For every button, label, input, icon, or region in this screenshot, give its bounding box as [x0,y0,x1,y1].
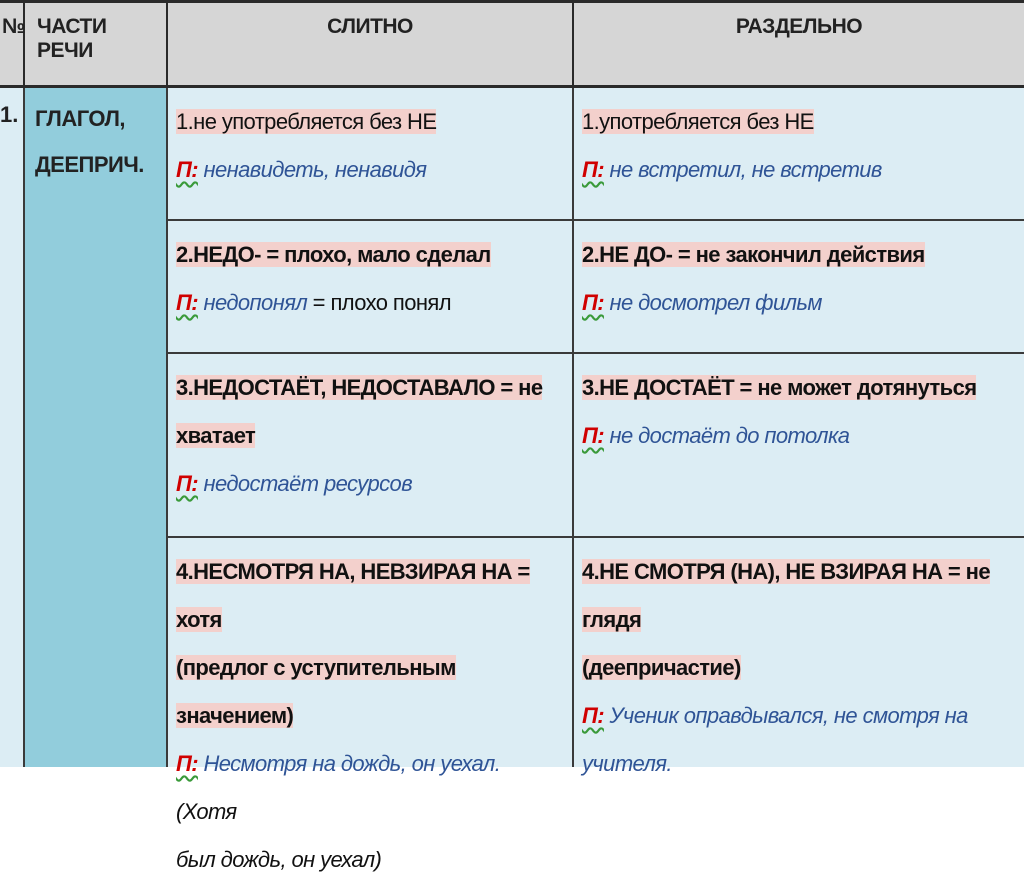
rule-text: 3.НЕДОСТАЁТ, НЕДОСТАВАЛО = не [176,375,543,400]
separate-rule-1 [574,88,1024,221]
header-num-label: № [2,15,25,38]
example-text: Несмотря на дождь, он уехал. [197,751,501,776]
example-text: не достаёт до потолка [603,423,850,448]
together-rule-3 [168,354,574,538]
example-text: ненавидеть, ненавидя [197,157,427,182]
pos-line-1: ГЛАГОЛ, [35,106,126,131]
part-of-speech-cell [25,88,168,767]
example-text-cont: учителя. [582,751,672,776]
together-rule-1 [168,88,574,221]
example-text: не досмотрел фильм [603,290,822,315]
example-label: П: [176,751,198,776]
rule-text-cont: хватает [176,423,256,448]
rule-text-cont: (деепричастие) [582,655,741,680]
header-together-label: СЛИТНО [327,15,413,38]
example-label: П: [582,157,604,182]
header-parts-of-speech [25,3,168,88]
together-rule-2 [168,221,574,354]
example-meaning: = плохо понял [307,290,451,315]
header-separate [574,3,1024,88]
rule-text: 4.НЕСМОТРЯ НА, НЕВЗИРАЯ НА = хотя [176,559,530,632]
example-label: П: [176,157,198,182]
rule-text: 2.НЕДО- = плохо, мало сделал [176,242,491,267]
rule-text-cont: (предлог с уступительным значением) [176,655,456,728]
example-text: недопонял [197,290,308,315]
separate-rule-2 [574,221,1024,354]
rule-text: 4.НЕ СМОТРЯ (НА), НЕ ВЗИРАЯ НА = не глядя [582,559,990,632]
example-text: Ученик оправдывался, не смотря на [603,703,968,728]
rule-text: 1.не употребляется без НЕ [176,109,437,134]
rule-text: 2.НЕ ДО- = не закончил действия [582,242,925,267]
rule-text: 3.НЕ ДОСТАЁТ = не может дотянуться [582,375,977,400]
row-number-label: 1. [0,102,19,127]
row-number [0,88,25,767]
separate-rule-4 [574,538,1024,776]
header-together [168,3,574,88]
example-note: (Хотя [176,799,237,824]
example-note-cont: был дождь, он уехал) [176,847,382,872]
example-label: П: [582,703,604,728]
together-rule-4 [168,538,574,872]
example-label: П: [582,290,604,315]
example-label: П: [176,471,198,496]
rule-text: 1.употребляется без НЕ [582,109,814,134]
pos-line-2: ДЕЕПРИЧ. [35,152,144,177]
separate-rule-3 [574,354,1024,538]
header-pos-label: ЧАСТИ РЕЧИ [37,15,107,62]
example-label: П: [176,290,198,315]
example-text: не встретил, не встретив [603,157,882,182]
header-separate-label: РАЗДЕЛЬНО [735,15,863,38]
example-label: П: [582,423,604,448]
example-text: недостаёт ресурсов [197,471,413,496]
header-num [0,3,25,88]
